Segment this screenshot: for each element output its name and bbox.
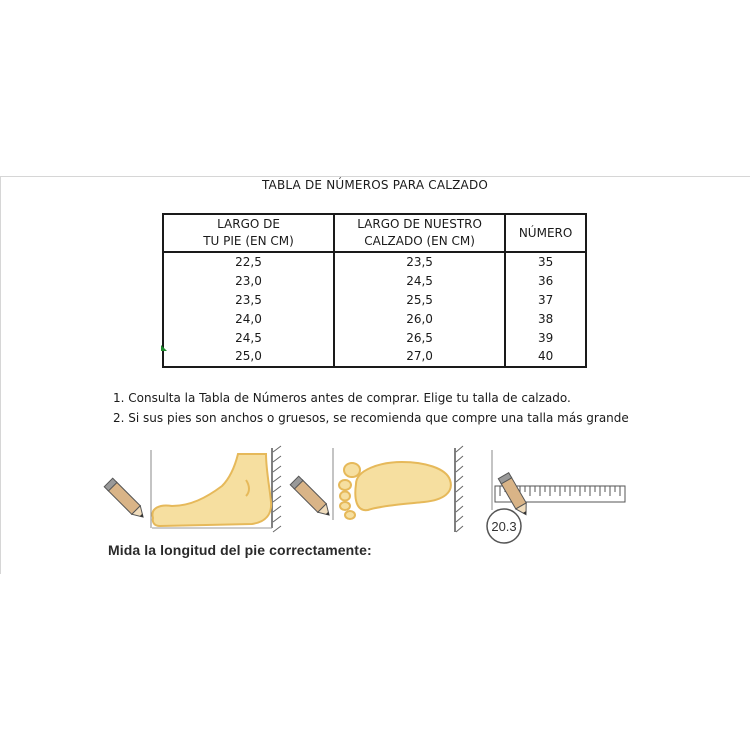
- cell-shoe-length: 26,0: [334, 309, 505, 328]
- cell-foot-length: 24,5: [163, 328, 334, 347]
- cell-comment-marker-icon: [161, 345, 167, 351]
- header-foot-length: [163, 214, 334, 252]
- cell-foot-length: 24,0: [163, 309, 334, 328]
- cell-shoe-length: 25,5: [334, 291, 505, 310]
- pencil-icon: [104, 478, 147, 521]
- table-header-row: [163, 214, 586, 252]
- cell-shoe-length: 27,0: [334, 347, 505, 367]
- ruler-measurement-icon: [487, 450, 625, 543]
- cell-shoe-length: 23,5: [334, 252, 505, 272]
- cell-size: 38: [505, 309, 586, 328]
- measure-instruction-caption: Mida la longitud del pie correctamente:: [108, 542, 372, 558]
- header-shoe-line2: CALZADO (EN CM): [364, 234, 475, 248]
- cell-foot-length: 23,0: [163, 272, 334, 291]
- header-shoe-line1: LARGO DE NUESTRO: [357, 217, 482, 231]
- header-shoe-length: [334, 214, 505, 252]
- top-view-foot-icon: [290, 446, 463, 532]
- table-row: [163, 309, 586, 328]
- cell-foot-length: 25,0: [163, 347, 334, 367]
- cell-size: 35: [505, 252, 586, 272]
- pencil-icon: [290, 476, 333, 519]
- cell-size: 37: [505, 291, 586, 310]
- table-title: TABLA DE NÚMEROS PARA CALZADO: [261, 178, 489, 192]
- table-row: [163, 272, 586, 291]
- cell-shoe-length: 26,5: [334, 328, 505, 347]
- note-item: 1. Consulta la Tabla de Números antes de comprar. Elige tu talla de calzado.: [113, 391, 571, 405]
- header-foot-line1: LARGO DE: [217, 217, 280, 231]
- notes-list: [113, 388, 629, 428]
- size-chart-table: [162, 213, 587, 368]
- side-view-foot-icon: [104, 446, 281, 532]
- measurement-value-label: 20.3: [491, 519, 517, 534]
- table-row: [163, 252, 586, 272]
- cell-shoe-length: 24,5: [334, 272, 505, 291]
- table-row: [163, 291, 586, 310]
- header-size: NÚMERO: [505, 214, 586, 252]
- header-foot-line2: TU PIE (EN CM): [203, 234, 294, 248]
- cell-foot-length: 23,5: [163, 291, 334, 310]
- table-row: [163, 347, 586, 367]
- cell-size: 40: [505, 347, 586, 367]
- cell-foot-length: 22,5: [163, 252, 334, 272]
- cell-size: 36: [505, 272, 586, 291]
- note-item: 2. Si sus pies son anchos o gruesos, se recomienda que compre una talla más grande: [113, 411, 629, 425]
- cell-size: 39: [505, 328, 586, 347]
- table-row: [163, 328, 586, 347]
